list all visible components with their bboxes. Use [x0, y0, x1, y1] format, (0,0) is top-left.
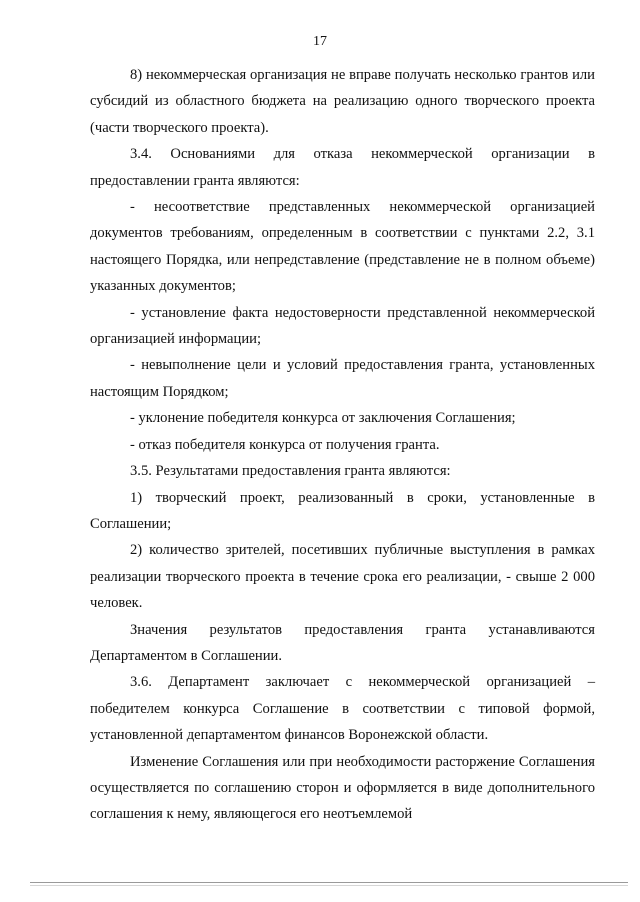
paragraph-result-1: 1) творческий проект, реализованный в сроки, установленные в Соглашении;: [90, 489, 595, 532]
paragraph-8-restriction: 8) некоммерческая организация не вправе получать несколько грантов или субсидий из областного бюджета на реализацию одного творческого проекта (части творческого проекта).: [90, 67, 595, 136]
paragraph-3-5-heading: 3.5. Результатами предоставления гранта являются:: [130, 463, 451, 480]
paragraph-refusal: - отказ победителя конкурса от получения гранта.: [130, 436, 440, 453]
body-text: [90, 62, 595, 828]
paragraph-amendment: Изменение Соглашения или при необходимости расторжение Соглашения осуществляется по соглашению сторон и оформляется в виде дополнительного соглашения к нему, являющегося его неотъемлемой: [90, 753, 595, 823]
paragraph-nonconformity: - несоответствие представленных некоммерческой организацией документов требованиям, определенным в соответствии с пунктами 2.2, 3.1 настоящего Порядка, или непредставление (представление не в полном объеме) указанных документов;: [90, 199, 595, 295]
paragraph-unreliability: - установление факта недостоверности представленной некоммерческой организацией информации;: [90, 304, 595, 348]
bottom-edge-line: [30, 882, 628, 883]
paragraph-evasion: - уклонение победителя конкурса от заключения Соглашения;: [130, 410, 516, 427]
paragraph-result-2: 2) количество зрителей, посетивших публичные выступления в рамках реализации творческого проекта в течение срока его реализации, - свыше 2 000 человек.: [90, 542, 595, 612]
page-number: 17: [313, 34, 327, 49]
paragraph-nonfulfillment: - невыполнение цели и условий предоставления гранта, установленных настоящим Порядком;: [90, 357, 595, 400]
bottom-edge-line-shadow: [30, 885, 628, 886]
paragraph-result-values: Значения результатов предоставления гранта устанавливаются Департаментом в Соглашении.: [90, 621, 595, 664]
paragraph-3-6: 3.6. Департамент заключает с некоммерческой организацией – победителем конкурса Соглашение в соответствии с типовой формой, установленной департаментом финансов Воронежской области.: [90, 674, 595, 744]
paragraph-3-4-heading: 3.4. Основаниями для отказа некоммерческой организации в предоставлении гранта являются:: [90, 146, 595, 189]
